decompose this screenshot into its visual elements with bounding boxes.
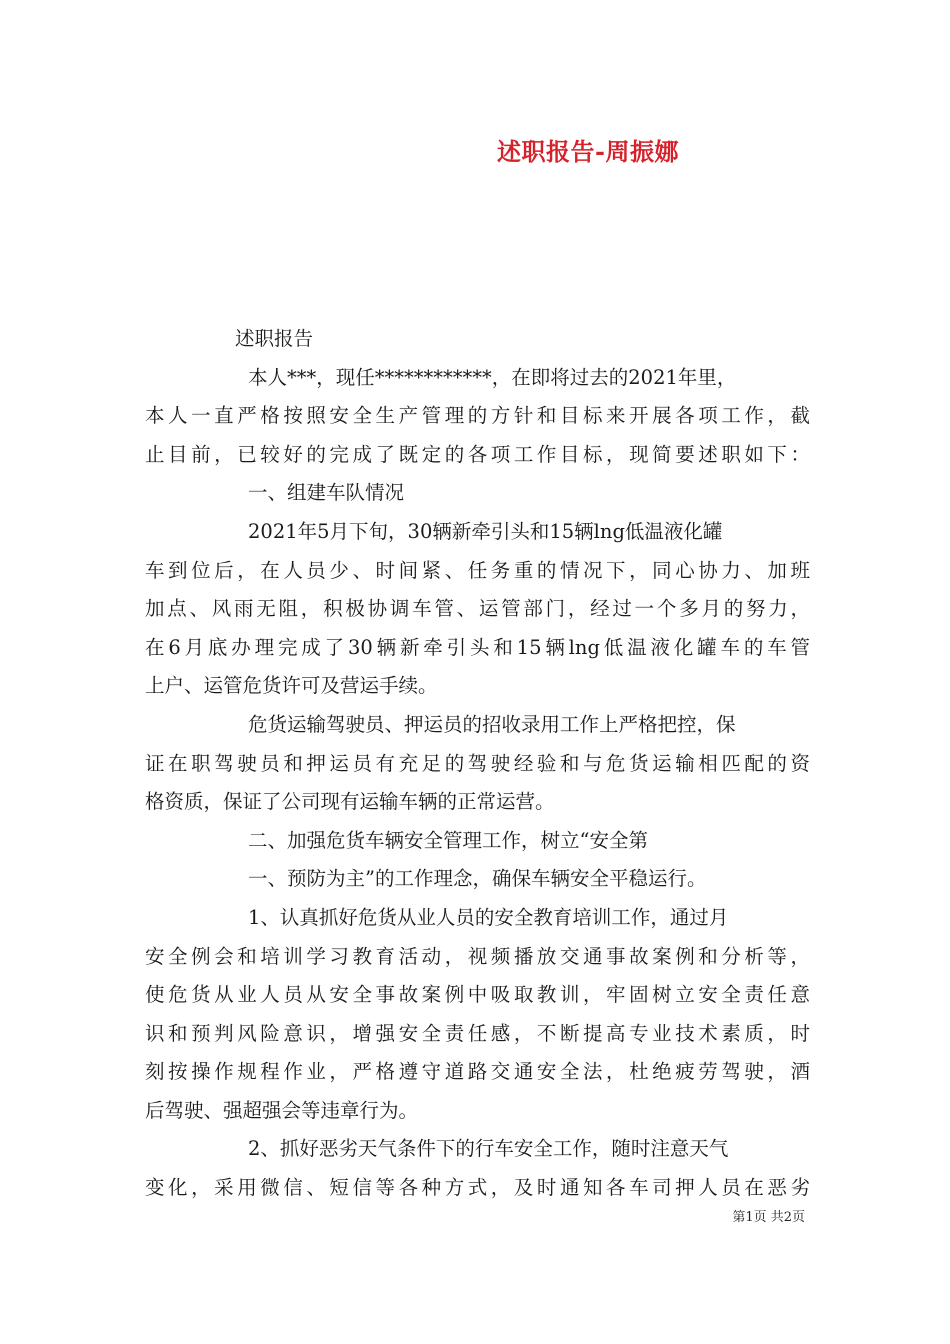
body-line: 本人***，现任************，在即将过去的2021年里， bbox=[248, 365, 737, 389]
body-line: 述职报告 bbox=[235, 327, 314, 350]
section-heading: 二、加强危货车辆安全管理工作，树立“安全第 bbox=[248, 828, 648, 852]
body-line: 使危货从业人员从安全事故案例中吸取教训，牢固树立安全责任意 bbox=[145, 983, 810, 1007]
body-line: 刻按操作规程作业，严格遵守道路交通安全法，杜绝疲劳驾驶，酒 bbox=[145, 1060, 810, 1084]
body-line: 2、抓好恶劣天气条件下的行车安全工作，随时注意天气 bbox=[248, 1137, 729, 1161]
body-line: 车到位后，在人员少、时间紧、任务重的情况下，同心协力、加班 bbox=[145, 558, 810, 582]
body-line: 止目前，已较好的完成了既定的各项工作目标，现简要述职如下： bbox=[145, 442, 810, 466]
body-line: 上户、运管危货许可及营运手续。 bbox=[145, 674, 438, 698]
body-line: 本人一直严格按照安全生产管理的方针和目标来开展各项工作，截 bbox=[145, 404, 810, 428]
document-body bbox=[145, 320, 810, 1208]
body-line: 后驾驶、强超强会等违章行为。 bbox=[145, 1098, 419, 1122]
body-line: 变化，采用微信、短信等各种方式，及时通知各车司押人员在恶劣 bbox=[145, 1176, 810, 1200]
body-line: 2021年5月下旬，30辆新牵引头和15辆lng低温液化罐 bbox=[248, 519, 723, 543]
body-line: 加点、风雨无阻，积极协调车管、运管部门，经过一个多月的努力， bbox=[145, 597, 810, 621]
section-heading: 一、预防为主”的工作理念，确保车辆安全平稳运行。 bbox=[248, 867, 707, 891]
body-line: 在6月底办理完成了30辆新牵引头和15辆lng低温液化罐车的车管 bbox=[145, 635, 810, 659]
document-title: 述职报告-周振娜 bbox=[497, 137, 679, 166]
section-heading: 一、组建车队情况 bbox=[248, 481, 405, 505]
body-line: 安全例会和培训学习教育活动，视频播放交通事故案例和分析等， bbox=[145, 944, 810, 968]
body-line: 证在职驾驶员和押运员有充足的驾驶经验和与危货运输相匹配的资 bbox=[145, 751, 810, 775]
body-line: 危货运输驾驶员、押运员的招收录用工作上严格把控，保 bbox=[248, 712, 736, 736]
body-line: 格资质，保证了公司现有运输车辆的正常运营。 bbox=[145, 790, 555, 814]
body-line: 识和预判风险意识，增强安全责任感，不断提高专业技术素质，时 bbox=[145, 1021, 810, 1045]
body-line: 1、认真抓好危货从业人员的安全教育培训工作，通过月 bbox=[248, 905, 729, 929]
page-number-footer: 第1页 共2页 bbox=[732, 1210, 805, 1225]
